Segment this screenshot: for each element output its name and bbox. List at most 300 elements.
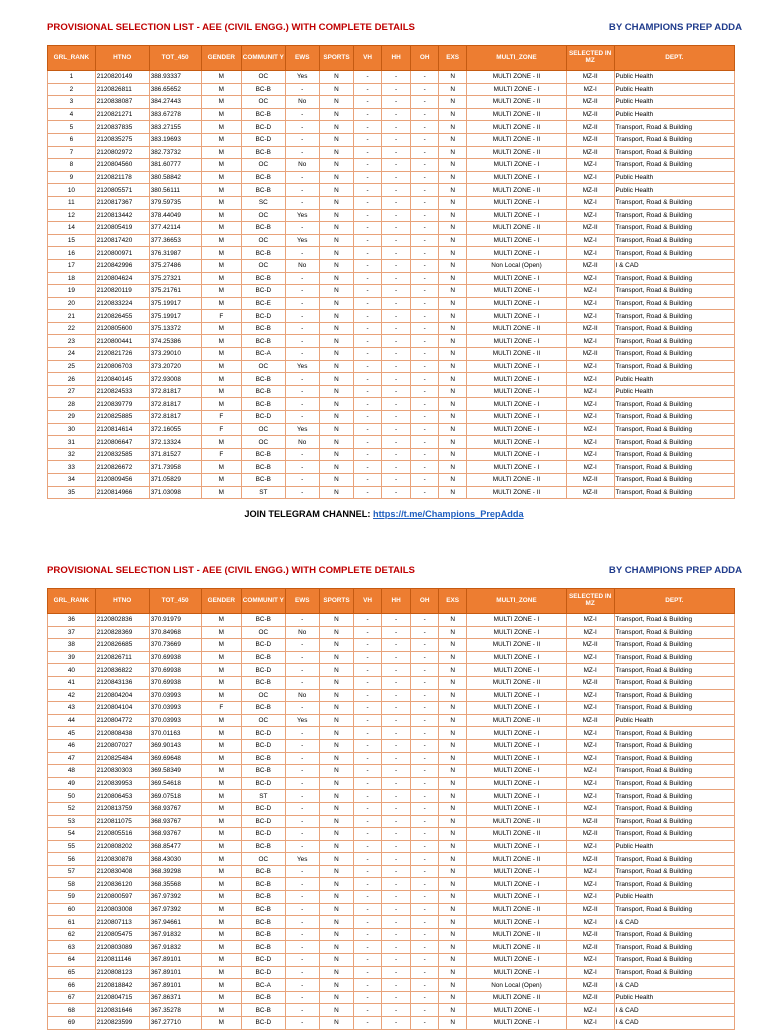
cell-multi-zone: MULTI ZONE - I: [467, 234, 567, 247]
cell-hh: -: [382, 739, 411, 752]
cell-selected-mz: MZ-I: [566, 373, 614, 386]
cell-ews: -: [285, 348, 319, 361]
cell-sports: N: [319, 777, 353, 790]
cell-ews: -: [285, 83, 319, 96]
cell-hh: -: [382, 928, 411, 941]
table-row: [48, 802, 735, 815]
cell-ews: Yes: [285, 234, 319, 247]
cell-multi-zone: MULTI ZONE - II: [467, 71, 567, 84]
cell-vh: -: [354, 815, 382, 828]
cell-multi-zone: MULTI ZONE - II: [467, 184, 567, 197]
table-row: [48, 322, 735, 335]
brand-label: BY CHAMPIONS PREP ADDA: [608, 22, 742, 33]
cell-dept: Transport, Road & Building: [614, 865, 734, 878]
cell-gender: M: [201, 398, 241, 411]
cell-htno: 2120826672: [95, 461, 149, 474]
cell-gender: M: [201, 865, 241, 878]
cell-rank: 46: [48, 739, 96, 752]
cell-oh: -: [411, 865, 439, 878]
cell-sports: N: [319, 348, 353, 361]
cell-selected-mz: MZ-I: [566, 966, 614, 979]
cell-gender: M: [201, 891, 241, 904]
cell-gender: M: [201, 916, 241, 929]
cell-gender: M: [201, 714, 241, 727]
cell-total: 381.60777: [149, 159, 201, 172]
cell-total: 372.81817: [149, 398, 201, 411]
cell-htno: 2120814966: [95, 486, 149, 499]
cell-multi-zone: MULTI ZONE - I: [467, 310, 567, 323]
cell-community: BC-D: [242, 966, 286, 979]
cell-gender: M: [201, 461, 241, 474]
cell-rank: 24: [48, 348, 96, 361]
cell-gender: M: [201, 285, 241, 298]
cell-multi-zone: MULTI ZONE - I: [467, 398, 567, 411]
cell-total: 386.65652: [149, 83, 201, 96]
cell-gender: M: [201, 928, 241, 941]
cell-total: 380.58842: [149, 171, 201, 184]
cell-vh: -: [354, 853, 382, 866]
cell-community: ST: [242, 790, 286, 803]
cell-hh: -: [382, 651, 411, 664]
cell-hh: -: [382, 196, 411, 209]
cell-exs: N: [439, 979, 467, 992]
cell-rank: 50: [48, 790, 96, 803]
cell-gender: M: [201, 133, 241, 146]
cell-community: BC-D: [242, 777, 286, 790]
column-header-hh: HH: [382, 46, 411, 71]
table-row: [48, 664, 735, 677]
cell-gender: M: [201, 626, 241, 639]
cell-rank: 40: [48, 664, 96, 677]
cell-vh: -: [354, 702, 382, 715]
cell-sports: N: [319, 108, 353, 121]
table-row: [48, 411, 735, 424]
cell-oh: -: [411, 714, 439, 727]
cell-gender: F: [201, 411, 241, 424]
cell-rank: 23: [48, 335, 96, 348]
cell-multi-zone: MULTI ZONE - I: [467, 436, 567, 449]
cell-hh: -: [382, 614, 411, 627]
cell-oh: -: [411, 486, 439, 499]
cell-rank: 41: [48, 676, 96, 689]
table-row: [48, 423, 735, 436]
cell-htno: 2120835275: [95, 133, 149, 146]
cell-htno: 2120821178: [95, 171, 149, 184]
telegram-link[interactable]: https://t.me/Champions_PrepAdda: [373, 509, 524, 519]
cell-gender: M: [201, 676, 241, 689]
cell-total: 367.86371: [149, 991, 201, 1004]
cell-exs: N: [439, 222, 467, 235]
cell-exs: N: [439, 802, 467, 815]
cell-oh: -: [411, 247, 439, 260]
cell-selected-mz: MZ-II: [566, 928, 614, 941]
cell-htno: 2120821726: [95, 348, 149, 361]
cell-hh: -: [382, 285, 411, 298]
cell-total: 384.27443: [149, 96, 201, 109]
cell-dept: Public Health: [614, 83, 734, 96]
cell-hh: -: [382, 1004, 411, 1017]
cell-vh: -: [354, 121, 382, 134]
cell-dept: Transport, Road & Building: [614, 159, 734, 172]
table-body-1: [48, 71, 735, 499]
cell-htno: 2120805516: [95, 828, 149, 841]
cell-sports: N: [319, 765, 353, 778]
table-row: [48, 903, 735, 916]
cell-total: 367.94661: [149, 916, 201, 929]
column-header-sports: SPORTS: [319, 46, 353, 71]
cell-rank: 26: [48, 373, 96, 386]
cell-dept: Transport, Road & Building: [614, 614, 734, 627]
cell-community: BC-B: [242, 702, 286, 715]
cell-htno: 2120802972: [95, 146, 149, 159]
cell-dept: Transport, Road & Building: [614, 790, 734, 803]
cell-gender: M: [201, 941, 241, 954]
cell-htno: 2120840145: [95, 373, 149, 386]
cell-selected-mz: MZ-I: [566, 790, 614, 803]
cell-vh: -: [354, 360, 382, 373]
cell-rank: 18: [48, 272, 96, 285]
cell-hh: -: [382, 360, 411, 373]
cell-sports: N: [319, 272, 353, 285]
cell-oh: -: [411, 702, 439, 715]
cell-rank: 63: [48, 941, 96, 954]
cell-total: 377.36653: [149, 234, 201, 247]
cell-sports: N: [319, 285, 353, 298]
cell-exs: N: [439, 853, 467, 866]
cell-vh: -: [354, 436, 382, 449]
cell-community: BC-B: [242, 991, 286, 1004]
cell-vh: -: [354, 802, 382, 815]
cell-vh: -: [354, 777, 382, 790]
cell-oh: -: [411, 96, 439, 109]
cell-gender: M: [201, 247, 241, 260]
cell-oh: -: [411, 398, 439, 411]
column-header-exs: EXS: [439, 589, 467, 614]
cell-vh: -: [354, 676, 382, 689]
cell-selected-mz: MZ-II: [566, 71, 614, 84]
cell-hh: -: [382, 1017, 411, 1030]
cell-exs: N: [439, 765, 467, 778]
cell-dept: Transport, Road & Building: [614, 196, 734, 209]
cell-total: 383.27155: [149, 121, 201, 134]
cell-gender: M: [201, 234, 241, 247]
cell-rank: 47: [48, 752, 96, 765]
cell-community: BC-D: [242, 285, 286, 298]
cell-sports: N: [319, 664, 353, 677]
cell-total: 374.25386: [149, 335, 201, 348]
cell-selected-mz: MZ-II: [566, 146, 614, 159]
table-row: [48, 184, 735, 197]
cell-oh: -: [411, 979, 439, 992]
cell-selected-mz: MZ-I: [566, 614, 614, 627]
cell-gender: M: [201, 903, 241, 916]
cell-rank: 11: [48, 196, 96, 209]
table-row: [48, 853, 735, 866]
cell-htno: 2120805419: [95, 222, 149, 235]
cell-gender: M: [201, 727, 241, 740]
cell-sports: N: [319, 853, 353, 866]
cell-exs: N: [439, 146, 467, 159]
cell-exs: N: [439, 966, 467, 979]
cell-exs: N: [439, 398, 467, 411]
cell-multi-zone: MULTI ZONE - II: [467, 828, 567, 841]
cell-multi-zone: MULTI ZONE - I: [467, 739, 567, 752]
cell-multi-zone: MULTI ZONE - II: [467, 639, 567, 652]
cell-total: 367.97392: [149, 891, 201, 904]
cell-oh: -: [411, 891, 439, 904]
cell-dept: Transport, Road & Building: [614, 689, 734, 702]
cell-ews: -: [285, 865, 319, 878]
cell-oh: -: [411, 614, 439, 627]
cell-selected-mz: MZ-I: [566, 234, 614, 247]
column-header-rank: GRL_RANK: [48, 589, 96, 614]
cell-hh: -: [382, 398, 411, 411]
cell-exs: N: [439, 83, 467, 96]
cell-total: 368.39298: [149, 865, 201, 878]
cell-sports: N: [319, 96, 353, 109]
cell-dept: Transport, Road & Building: [614, 739, 734, 752]
table-row: [48, 878, 735, 891]
cell-oh: -: [411, 916, 439, 929]
cell-oh: -: [411, 133, 439, 146]
table-row: [48, 247, 735, 260]
cell-total: 368.35568: [149, 878, 201, 891]
cell-sports: N: [319, 234, 353, 247]
cell-selected-mz: MZ-II: [566, 108, 614, 121]
cell-multi-zone: MULTI ZONE - I: [467, 297, 567, 310]
cell-selected-mz: MZ-II: [566, 979, 614, 992]
cell-gender: M: [201, 664, 241, 677]
cell-sports: N: [319, 689, 353, 702]
cell-community: BC-B: [242, 903, 286, 916]
cell-oh: -: [411, 423, 439, 436]
cell-community: BC-D: [242, 310, 286, 323]
cell-community: BC-B: [242, 865, 286, 878]
cell-ews: -: [285, 398, 319, 411]
cell-sports: N: [319, 752, 353, 765]
column-header-oh: OH: [411, 589, 439, 614]
cell-ews: -: [285, 727, 319, 740]
cell-sports: N: [319, 222, 353, 235]
cell-exs: N: [439, 411, 467, 424]
cell-vh: -: [354, 196, 382, 209]
cell-exs: N: [439, 96, 467, 109]
cell-sports: N: [319, 146, 353, 159]
cell-community: OC: [242, 436, 286, 449]
cell-sports: N: [319, 71, 353, 84]
cell-hh: -: [382, 626, 411, 639]
table-row: [48, 991, 735, 1004]
cell-gender: M: [201, 209, 241, 222]
selection-table-1: [47, 45, 735, 499]
cell-community: OC: [242, 689, 286, 702]
cell-selected-mz: MZ-II: [566, 474, 614, 487]
cell-community: BC-B: [242, 184, 286, 197]
cell-hh: -: [382, 752, 411, 765]
cell-hh: -: [382, 209, 411, 222]
cell-htno: 2120823599: [95, 1017, 149, 1030]
cell-dept: Transport, Road & Building: [614, 626, 734, 639]
cell-hh: -: [382, 865, 411, 878]
cell-sports: N: [319, 802, 353, 815]
cell-selected-mz: MZ-I: [566, 626, 614, 639]
cell-oh: -: [411, 954, 439, 967]
cell-exs: N: [439, 247, 467, 260]
cell-exs: N: [439, 878, 467, 891]
cell-dept: Transport, Road & Building: [614, 486, 734, 499]
cell-htno: 2120804624: [95, 272, 149, 285]
cell-sports: N: [319, 727, 353, 740]
cell-exs: N: [439, 714, 467, 727]
table-row: [48, 436, 735, 449]
cell-total: 367.89101: [149, 954, 201, 967]
cell-multi-zone: MULTI ZONE - II: [467, 222, 567, 235]
cell-oh: -: [411, 1017, 439, 1030]
cell-ews: -: [285, 146, 319, 159]
cell-rank: 57: [48, 865, 96, 878]
cell-community: BC-B: [242, 83, 286, 96]
cell-ews: -: [285, 991, 319, 1004]
cell-ews: -: [285, 121, 319, 134]
cell-gender: M: [201, 790, 241, 803]
cell-htno: 2120838087: [95, 96, 149, 109]
cell-dept: I & CAD: [614, 1004, 734, 1017]
cell-gender: M: [201, 83, 241, 96]
cell-selected-mz: MZ-I: [566, 727, 614, 740]
cell-ews: No: [285, 159, 319, 172]
cell-multi-zone: MULTI ZONE - I: [467, 1004, 567, 1017]
cell-multi-zone: MULTI ZONE - II: [467, 853, 567, 866]
cell-ews: -: [285, 411, 319, 424]
cell-ews: -: [285, 448, 319, 461]
cell-rank: 48: [48, 765, 96, 778]
cell-hh: -: [382, 423, 411, 436]
cell-community: BC-B: [242, 335, 286, 348]
cell-vh: -: [354, 486, 382, 499]
cell-exs: N: [439, 322, 467, 335]
cell-htno: 2120824533: [95, 385, 149, 398]
cell-htno: 2120803008: [95, 903, 149, 916]
cell-hh: -: [382, 777, 411, 790]
cell-ews: No: [285, 259, 319, 272]
cell-rank: 49: [48, 777, 96, 790]
cell-rank: 35: [48, 486, 96, 499]
cell-htno: 2120828369: [95, 626, 149, 639]
cell-ews: Yes: [285, 853, 319, 866]
column-header-total: TOT_450: [149, 46, 201, 71]
cell-total: 367.27710: [149, 1017, 201, 1030]
cell-hh: -: [382, 664, 411, 677]
cell-ews: -: [285, 639, 319, 652]
cell-multi-zone: MULTI ZONE - I: [467, 461, 567, 474]
cell-hh: -: [382, 310, 411, 323]
cell-ews: -: [285, 335, 319, 348]
cell-community: OC: [242, 360, 286, 373]
cell-selected-mz: MZ-I: [566, 702, 614, 715]
cell-sports: N: [319, 83, 353, 96]
cell-ews: -: [285, 474, 319, 487]
cell-community: BC-B: [242, 1004, 286, 1017]
table-row: [48, 259, 735, 272]
cell-oh: -: [411, 815, 439, 828]
cell-dept: Transport, Road & Building: [614, 802, 734, 815]
cell-oh: -: [411, 802, 439, 815]
cell-total: 369.69648: [149, 752, 201, 765]
cell-selected-mz: MZ-I: [566, 664, 614, 677]
cell-rank: 36: [48, 614, 96, 627]
cell-oh: -: [411, 83, 439, 96]
cell-hh: -: [382, 954, 411, 967]
cell-gender: M: [201, 1004, 241, 1017]
cell-ews: -: [285, 486, 319, 499]
cell-ews: -: [285, 739, 319, 752]
cell-htno: 2120809456: [95, 474, 149, 487]
table-row: [48, 979, 735, 992]
cell-exs: N: [439, 209, 467, 222]
cell-htno: 2120813442: [95, 209, 149, 222]
cell-oh: -: [411, 903, 439, 916]
table-row: [48, 727, 735, 740]
cell-htno: 2120804204: [95, 689, 149, 702]
cell-community: BC-B: [242, 840, 286, 853]
cell-multi-zone: MULTI ZONE - I: [467, 689, 567, 702]
column-header-vh: VH: [354, 589, 382, 614]
cell-hh: -: [382, 891, 411, 904]
cell-sports: N: [319, 121, 353, 134]
cell-exs: N: [439, 272, 467, 285]
cell-rank: 8: [48, 159, 96, 172]
cell-exs: N: [439, 865, 467, 878]
cell-exs: N: [439, 108, 467, 121]
cell-community: BC-D: [242, 639, 286, 652]
cell-gender: M: [201, 651, 241, 664]
cell-exs: N: [439, 71, 467, 84]
cell-multi-zone: MULTI ZONE - I: [467, 702, 567, 715]
cell-rank: 3: [48, 96, 96, 109]
cell-selected-mz: MZ-I: [566, 159, 614, 172]
cell-hh: -: [382, 878, 411, 891]
cell-exs: N: [439, 373, 467, 386]
cell-ews: -: [285, 928, 319, 941]
cell-total: 373.29010: [149, 348, 201, 361]
cell-community: BC-E: [242, 297, 286, 310]
cell-hh: -: [382, 171, 411, 184]
cell-hh: -: [382, 83, 411, 96]
cell-exs: N: [439, 1004, 467, 1017]
cell-hh: -: [382, 916, 411, 929]
cell-multi-zone: MULTI ZONE - I: [467, 373, 567, 386]
cell-vh: -: [354, 461, 382, 474]
cell-rank: 62: [48, 928, 96, 941]
cell-total: 375.21761: [149, 285, 201, 298]
cell-total: 380.56111: [149, 184, 201, 197]
cell-selected-mz: MZ-II: [566, 96, 614, 109]
cell-sports: N: [319, 954, 353, 967]
cell-community: BC-B: [242, 891, 286, 904]
cell-rank: 28: [48, 398, 96, 411]
cell-multi-zone: MULTI ZONE - I: [467, 411, 567, 424]
cell-exs: N: [439, 891, 467, 904]
cell-exs: N: [439, 689, 467, 702]
cell-community: BC-B: [242, 272, 286, 285]
cell-vh: -: [354, 335, 382, 348]
cell-gender: M: [201, 878, 241, 891]
cell-oh: -: [411, 777, 439, 790]
cell-multi-zone: MULTI ZONE - I: [467, 878, 567, 891]
cell-vh: -: [354, 133, 382, 146]
cell-sports: N: [319, 461, 353, 474]
cell-sports: N: [319, 209, 353, 222]
